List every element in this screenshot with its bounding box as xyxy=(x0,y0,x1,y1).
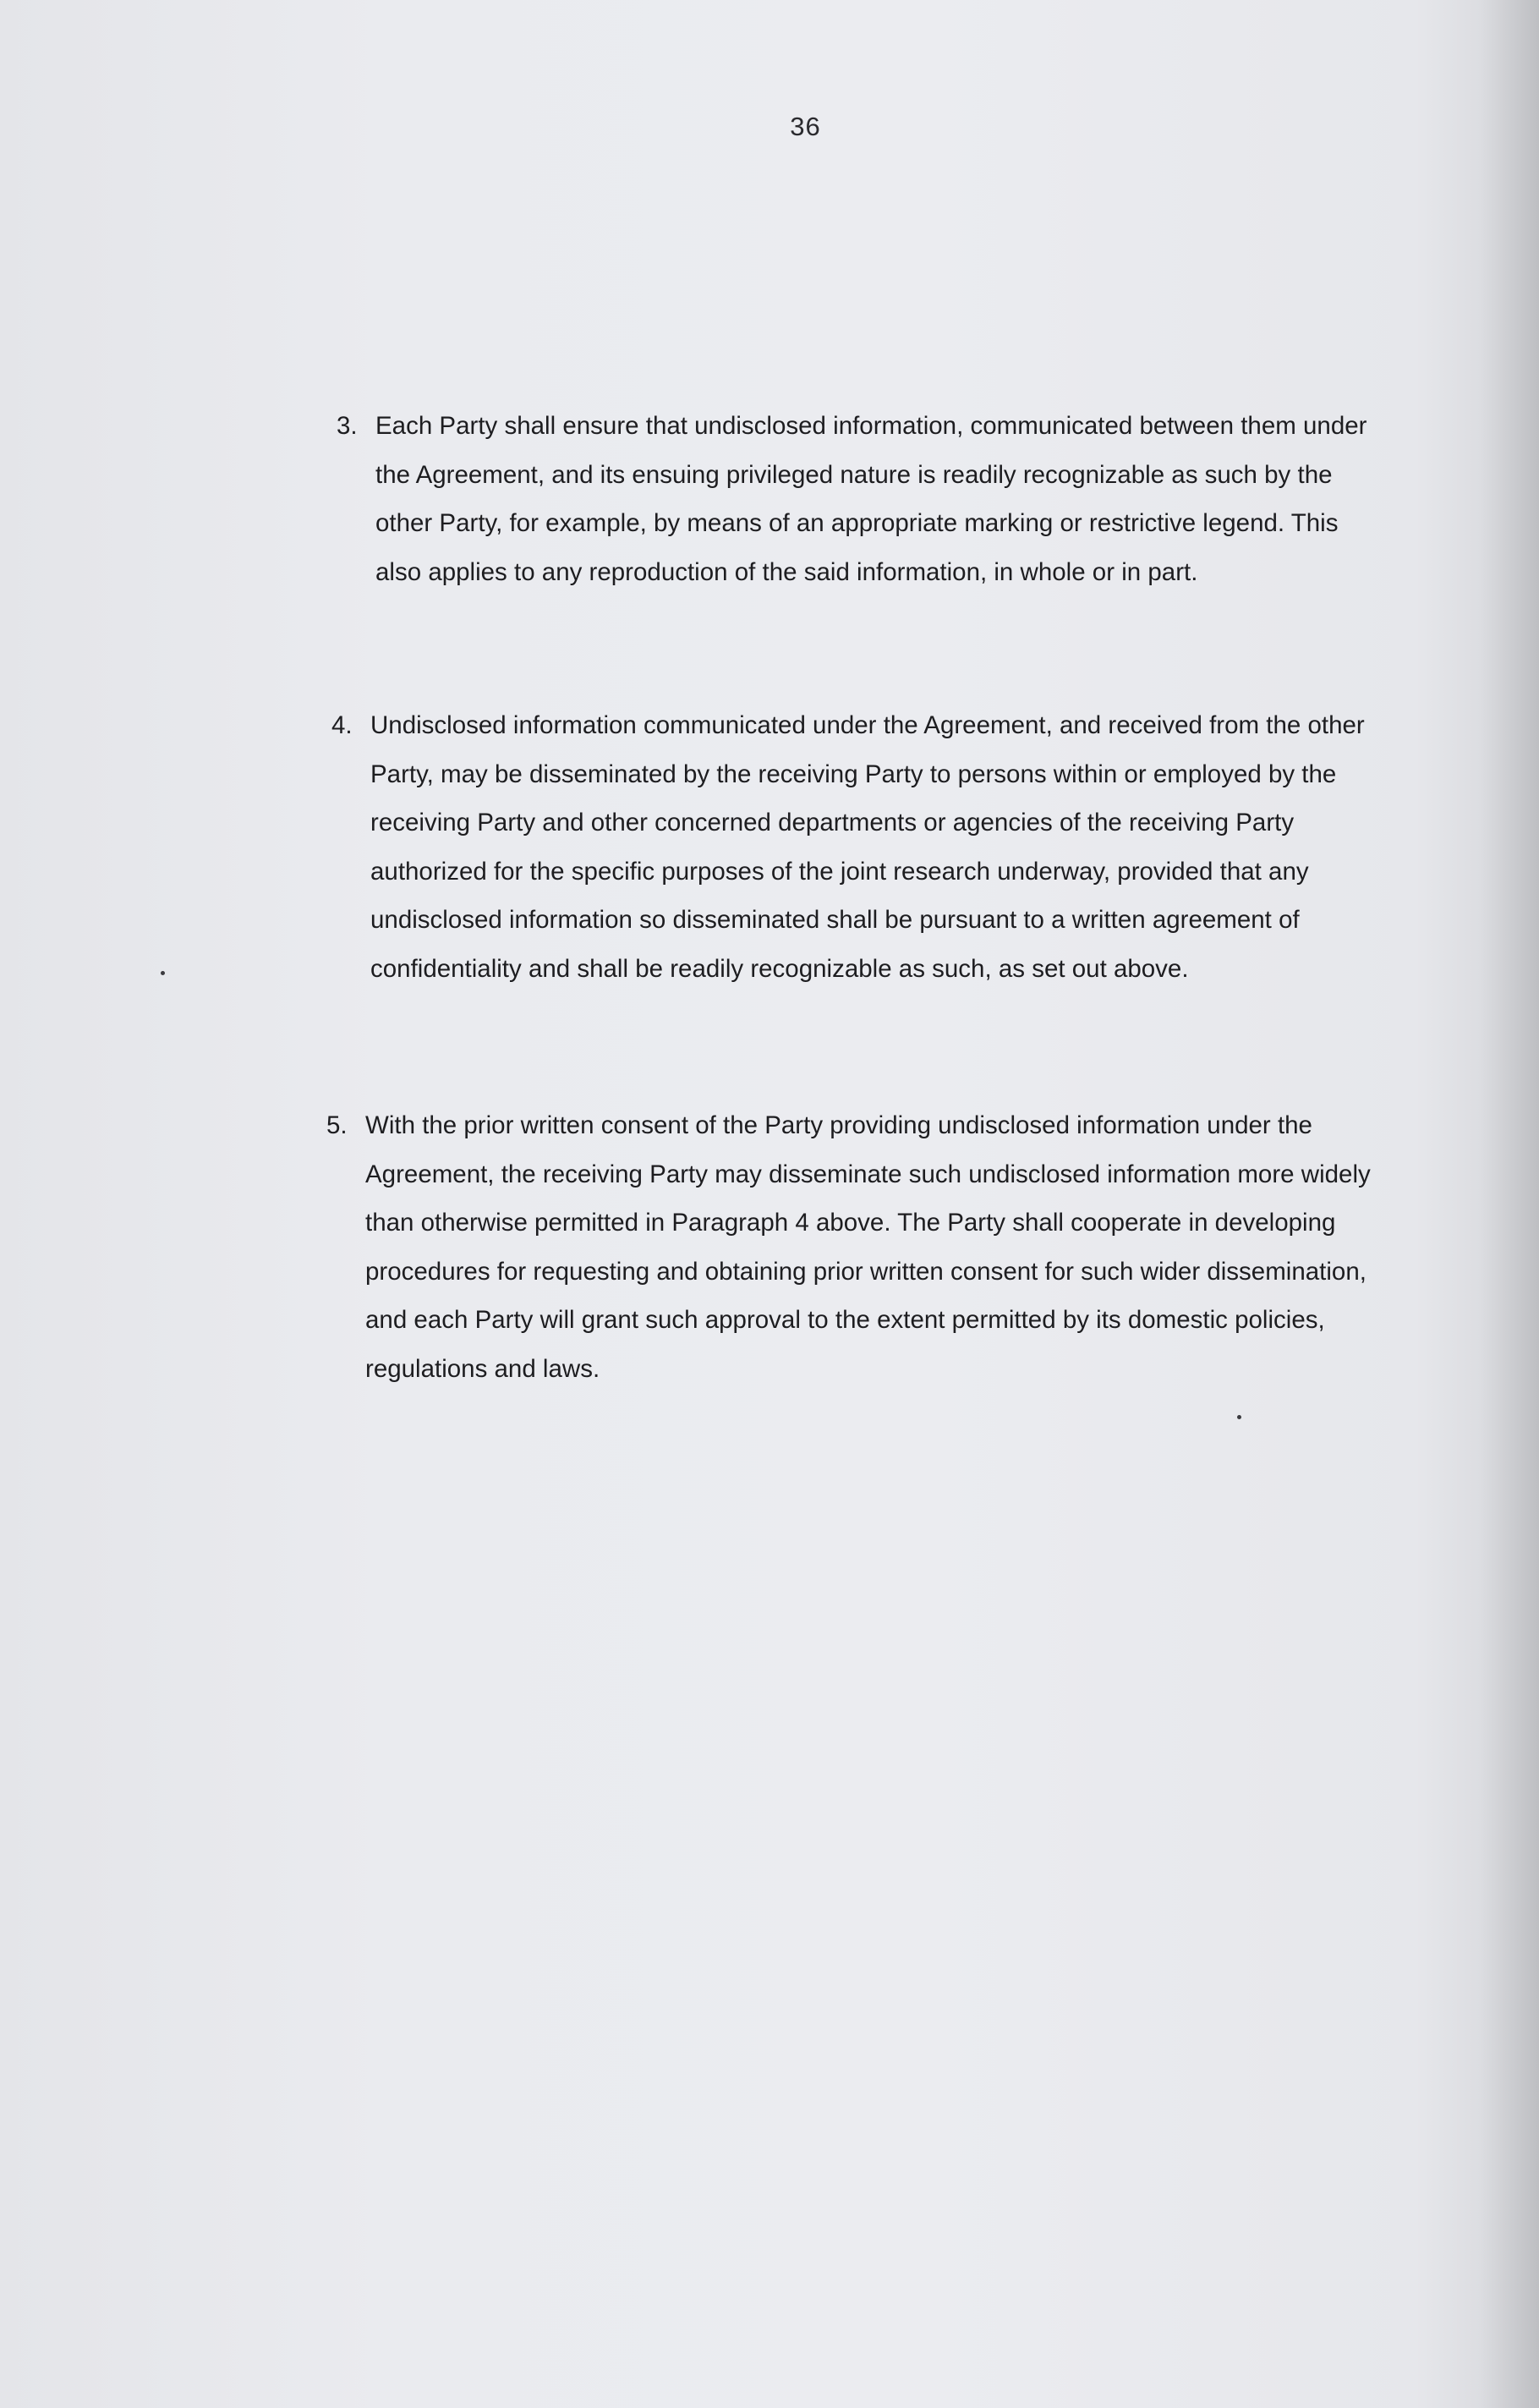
paragraph-number: 4. xyxy=(331,711,353,739)
paragraph-number: 3. xyxy=(337,412,358,440)
page-edge-shadow xyxy=(1480,0,1539,2408)
paragraph-number: 5. xyxy=(326,1111,348,1139)
paragraph-text: With the prior written consent of the Party providing undisclosed information under the Agreement, the receiving Party may disseminate such undisclosed information more widely than otherwise permitted in Paragraph 4 above. The Party shall cooperate in developing procedures for requesting and obtaining prior written consent for such wider dissemination, and each Party will grant such approval to the extent permitted by its domestic policies, regulations and laws. xyxy=(365,1111,1371,1383)
scan-speck xyxy=(161,971,165,975)
paragraph-text: Each Party shall ensure that undisclosed information, communicated between them under the Agreement, and its ensuing privileged nature is readily recognizable as such by the other Party, for example, by means of an appropriate marking or restrictive legend. This also applies to any reproduction of the said information, in whole or in part. xyxy=(375,412,1367,586)
scan-speck xyxy=(1237,1415,1241,1419)
page-number: 36 xyxy=(790,112,821,141)
paragraph-text: Undisclosed information communicated under the Agreement, and received from the other Party, may be disseminated by the receiving Party to persons within or employed by the receiving Party and other concerned departments or agencies of the receiving Party authorized for the specific purposes of the joint research underway, provided that any undisclosed information so disseminated shall be pursuant to a written agreement of confidentiality and shall be readily recognizable as such, as set out above. xyxy=(370,711,1365,983)
